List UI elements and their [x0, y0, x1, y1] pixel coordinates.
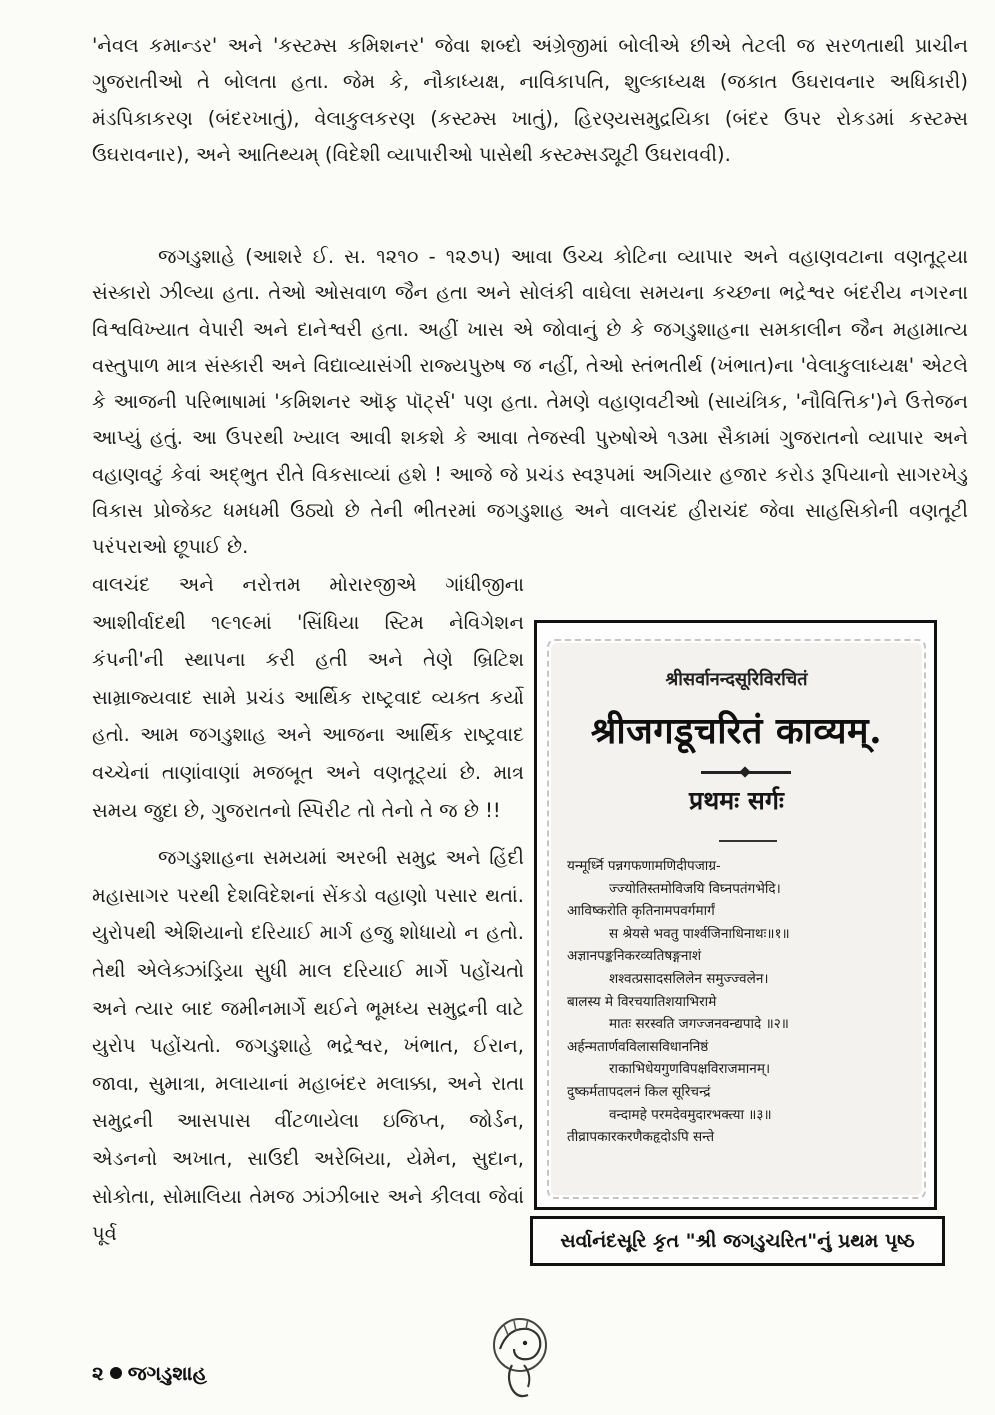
manuscript-canto-heading: प्रथमः सर्गः [689, 786, 784, 815]
figure-caption: સર્વાનંદસૂરિ કૃત "શ્રી જગડુચરિત"નું પ્રથમ પૃષ્ઠ [530, 1216, 945, 1266]
verse-line: तीव्रापकारकरणैकहृदोऽपि सन्ते [567, 1129, 715, 1146]
body-paragraph: જગડુશાહના સમયમાં અરબી સમુદ્ર અને હિંદી મહાસાગર પરથી દેશવિદેશનાં સેંકડો વહાણો પસાર થતાં. યુરોપથી એશિયાનો દરિયાઈ માર્ગ હજુ શોધાયો ન હતો. તેથી એલેક્ઝાંડ્રિયા સુધી માલ દરિયાઈ માર્ગે પહોંચતો અને ત્યાર બાદ જમીનમાર્ગે થઈને ભૂમધ્ય સમુદ્રની વાટે યુરોપ પહોંચતો. જગડુશાહે ભદ્રેશ્વર, ખંભાત, ઈરાન, જાવા, સુમાત્રા, મલાયાનાં મહાબંદર મલાક્કા, અને રાતા સમુદ્રની આસપાસ વીંટળાયેલા ઇજિપ્ત, જોર્ડન, એડનનો અખાત, સાઉદી અરેબિયા, યેમેન, સુદાન, સોકોતા, સોમાલિયા તેમજ ઝાંઝીબાર અને કીલવા જેવાં પૂર્વ [92, 846, 524, 1246]
verse-line: राकाभिधेयगुणविपक्षविराजमानम्। [609, 1061, 771, 1078]
manuscript-title: श्रीजगडूचरितं काव्यम्. [590, 710, 883, 752]
decorative-emblem-icon [478, 1315, 558, 1405]
verse-line: अज्ञानपङ्कनिकरव्यतिषङ्गनाशं [567, 948, 702, 965]
bullet-dot-icon [110, 1367, 122, 1379]
verse-line: अर्हन्मतार्णवविलासविधाननिष्ठं [567, 1038, 709, 1055]
body-paragraph: 'નેવલ કમાન્ડર' અને 'કસ્ટમ્સ કમિશનર' જેવા શબ્દો અંગ્રેજીમાં બોલીએ છીએ તેટલી જ સરળતાથી પ્રાચીન ગુજરાતીઓ તે બોલતા હતા. જેમ કે, નૌકાધ્યક્ષ, નાવિકાપતિ, શુલ્કાધ્યક્ષ (જકાત ઉઘરાવનાર અધિકારી) મંડપિકાકરણ (બંદરખાતું), વેલાકુલકરણ (કસ્ટમ્સ ખાતું), હિરણ્યસમુદ્રયિકા (બંદર ઉપર રોકડમાં કસ્ટમ્સ ઉઘરાવનાર), અને આતિથ્યમ્ (વિદેશી વ્યાપારીઓ પાસેથી કસ્ટમ્સડ્યૂટી ઉઘરાવવી). [92, 34, 968, 166]
page-number: ૨ [92, 1361, 104, 1385]
verse-line: शश्वत्प्रसादसलिलेन समुज्ज्वलेन। [609, 970, 769, 987]
verse-line: ज्ज्योतिस्तमोविजयि विघ्नपतंगभेदि। [609, 880, 781, 897]
ornamental-divider [719, 840, 777, 842]
verse-line: वन्दामहे परमदेवमुदारभक्त्या ॥३॥ [609, 1106, 772, 1123]
running-title: જગડુશાહ [127, 1361, 207, 1385]
verse-line: यन्मूर्ध्नि पन्नगफणामणिदीपजाग्र- [567, 858, 721, 874]
manuscript-page-image [551, 643, 922, 1195]
manuscript-figure [530, 600, 945, 1283]
manuscript-author-line: श्रीसर्वानन्दसूरिविरचितं [665, 669, 808, 690]
ornamental-divider [701, 771, 791, 774]
verse-line: दुष्कर्मतापदलनं किल सूरिचन्द्रं [567, 1083, 711, 1100]
manuscript-verses [551, 855, 922, 1149]
page-footer [92, 1361, 207, 1385]
body-paragraph: વાલચંદ અને નરોત્તમ મોરારજીએ ગાંધીજીના આશીર્વાદથી ૧૯૧૯માં 'સિંધિયા સ્ટિમ નેવિગેશન કંપની'ની સ્થાપના કરી હતી અને તેણે બ્રિટિશ સામ્રાજ્યવાદ સામે પ્રચંડ આર્થિક રાષ્ટ્રવાદ વ્યક્ત કર્યો હતો. આમ જગડુશાહ અને આજના આર્થિક રાષ્ટ્રવાદ વચ્ચેનાં તાણાંવાણાં મજબૂત અને વણતૂટ્યાં છે. માત્ર સમય જુદા છે, ગુજરાતનો સ્પિરીટ તો તેનો તે જ છે !! [92, 573, 524, 822]
manuscript-image-frame [534, 620, 937, 1210]
body-paragraph: જગડુશાહે (આશરે ઈ. સ. ૧૨૧૦ - ૧૨૭૫) આવા ઉચ્ચ કોટિના વ્યાપાર અને વહાણવટાના વણતૂટ્યા સંસ્કારો ઝીલ્યા હતા. તેઓ ઓસવાળ જૈન હતા અને સોલંકી વાઘેલા સમયના કચ્છના ભદ્રેશ્વર બંદરીય નગરના વિશ્વવિખ્યાત વેપારી અને દાનેશ્વરી હતા. અહીં ખાસ એ જોવાનું છે કે જગડુશાહના સમકાલીન જૈન મહામાત્ય વસ્તુપાળ માત્ર સંસ્કારી અને વિદ્યાવ્યાસંગી રાજ્યપુરુષ જ નહીં, તેઓ સ્તંભતીર્થ (ખંભાત)ના 'વેલાકુલાધ્યક્ષ' એટલે કે આજની પરિભાષામાં 'કમિશનર ઑફ પૉર્ટ્સ' પણ હતા. તેમણે વહાણવટીઓ (સાયંત્રિક, 'નૌવિત્તિક')ને ઉત્તેજન આપ્યું હતું. આ ઉપરથી ખ્યાલ આવી શકશે કે આવા તેજસ્વી પુરુષોએ ૧૩મા સૈકામાં ગુજરાતનો વ્યાપાર અને વહાણવટું કેવાં અદ્ભુત રીતે વિકસાવ્યાં હશે ! આજે જે પ્રચંડ સ્વરૂપમાં અગિયાર હજાર કરોડ રૂપિયાનો સાગરખેડુ વિકાસ પ્રોજેક્ટ ધમધમી ઉઠ્યો છે તેની ભીતરમાં જગડુશાહ અને વાલચંદ હીરાચંદ જેવા સાહસિકોની વણતૂટી પરંપરાઓ છૂપાઈ છે. [92, 245, 968, 559]
verse-line: मातः सरस्वति जगज्जनवन्द्यपादे ॥२॥ [609, 1016, 789, 1033]
verse-line: स श्रेयसे भवतु पार्श्वजिनाधिनाथः॥१॥ [609, 925, 790, 942]
left-column [92, 566, 524, 1253]
verse-line: आविष्करोति कृतिनामपवर्गमार्गं [567, 903, 715, 920]
verse-line: बालस्य मे विरचयातिशयाभिरामे [567, 993, 717, 1010]
